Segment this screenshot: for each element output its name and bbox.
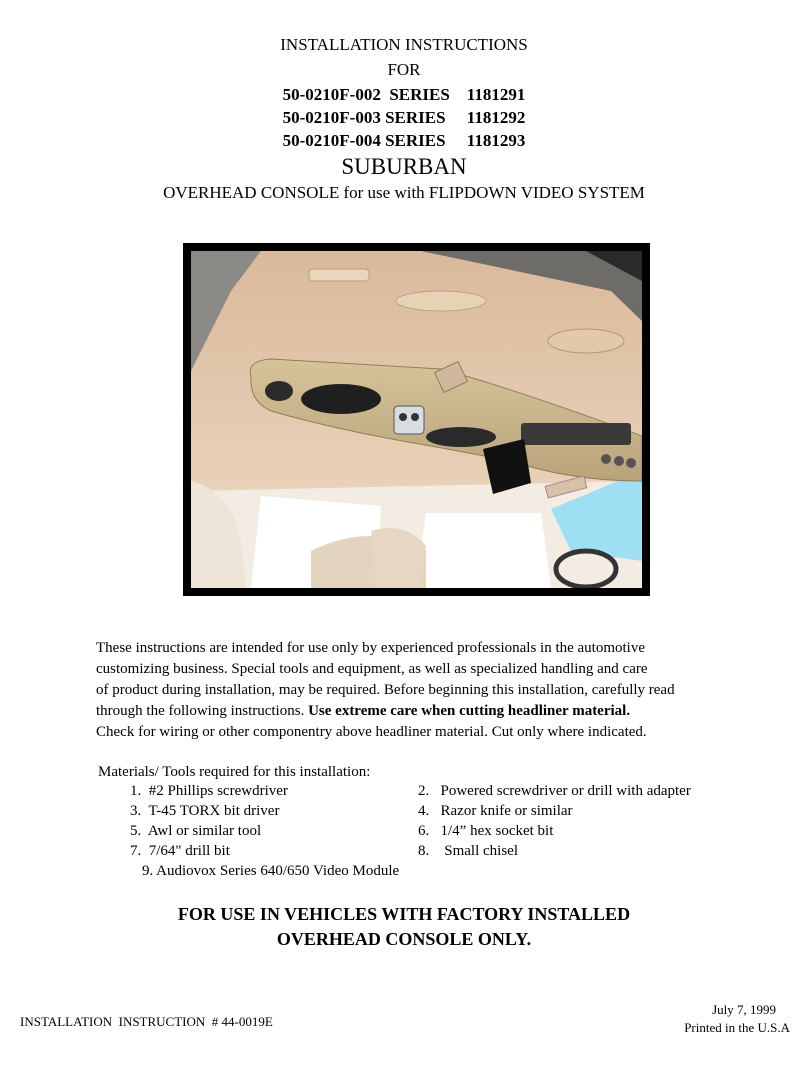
console-photo-illustration	[191, 251, 642, 588]
material-item: 7. 7/64" drill bit	[130, 843, 230, 859]
series-line: 50-0210F-003 SERIES 1181292	[282, 108, 526, 127]
warning-line-1: FOR USE IN VEHICLES WITH FACTORY INSTALLED	[177, 904, 631, 924]
material-item: 8. Small chisel	[418, 843, 518, 859]
material-item: 2. Powered screwdriver or drill with adapter	[418, 783, 691, 799]
intro-line: customizing business. Special tools and equipment, as well as specialized handling and care	[96, 661, 648, 677]
material-item: 9. Audiovox Series 640/650 Video Module	[142, 863, 400, 879]
console-photo-frame	[183, 243, 650, 596]
intro-line	[96, 701, 776, 722]
series-line: 50-0210F-004 SERIES 1181293	[282, 131, 526, 150]
vehicle-title: SUBURBAN	[341, 154, 467, 179]
intro-line-4-bold: Use extreme care when cutting headliner material.	[308, 703, 631, 719]
materials-heading: Materials/ Tools required for this installation:	[98, 764, 371, 780]
footer-printed: Printed in the U.S.A	[684, 1020, 790, 1035]
intro-line: These instructions are intended for use only by experienced professionals in the automotive	[96, 640, 646, 656]
footer-instruction-number: INSTALLATION INSTRUCTION # 44-0019E	[20, 1014, 273, 1029]
material-item: 1. #2 Phillips screwdriver	[130, 783, 288, 799]
material-item: 5. Awl or similar tool	[130, 823, 262, 839]
title-line-2: FOR	[387, 60, 421, 79]
warning-line-2: OVERHEAD CONSOLE ONLY.	[276, 929, 532, 949]
console-photo	[191, 251, 642, 588]
intro-line-4-plain: through the following instructions.	[96, 703, 309, 719]
material-item: 3. T-45 TORX bit driver	[130, 803, 280, 819]
series-line: 50-0210F-002 SERIES 1181291	[282, 85, 526, 104]
intro-line: of product during installation, may be required. Before beginning this installation, carefully read	[96, 682, 675, 698]
material-item: 6. 1/4” hex socket bit	[418, 823, 554, 839]
title-line-1: INSTALLATION INSTRUCTIONS	[280, 35, 528, 54]
intro-paragraph	[96, 638, 776, 743]
subtitle: OVERHEAD CONSOLE for use with FLIPDOWN VIDEO SYSTEM	[163, 183, 645, 202]
intro-line: Check for wiring or other componentry above headliner material. Cut only where indicated.	[96, 724, 647, 740]
footer-date: July 7, 1999	[712, 1002, 776, 1017]
material-item: 4. Razor knife or similar	[418, 803, 573, 819]
